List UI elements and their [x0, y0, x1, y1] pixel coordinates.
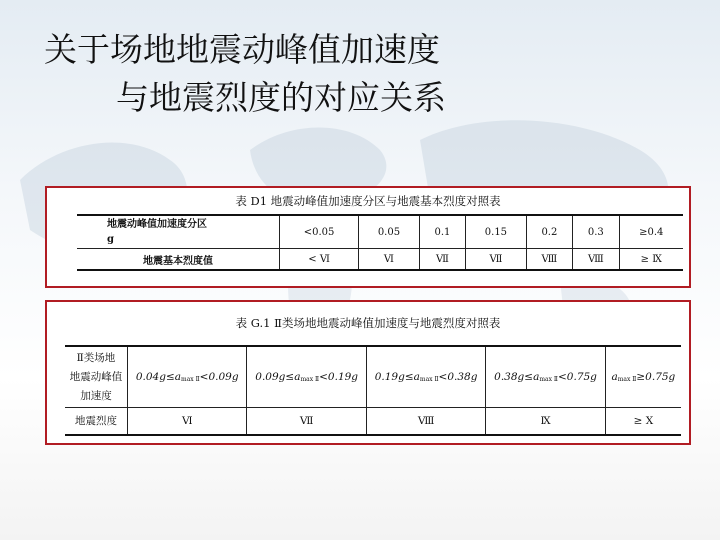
table-cell: ≥ Ⅸ [619, 249, 683, 271]
range-rel: < [319, 371, 328, 383]
header-line: 地震动峰值 [69, 370, 123, 383]
range-rel: < [438, 371, 448, 383]
table-cell: < Ⅵ [280, 249, 359, 271]
table-cell: 0.2 [526, 215, 572, 249]
table-cell [605, 346, 681, 408]
table-cell [128, 346, 247, 408]
table-cell [247, 346, 366, 408]
table-cell: 0.15 [466, 215, 527, 249]
table-cell: Ⅶ [247, 408, 366, 436]
table-d1-panel [45, 186, 691, 288]
table-row [77, 215, 683, 249]
table-cell-label: 地震动峰值加速度分区 [107, 219, 207, 230]
table-cell: Ⅶ [466, 249, 527, 271]
range-var: a [611, 371, 618, 383]
range-var: a [174, 371, 182, 383]
table-row [77, 249, 683, 271]
header-line: Ⅱ类场地 [76, 351, 116, 364]
range-sub: max Ⅱ [181, 376, 200, 383]
table-g1-header-acceleration [65, 346, 128, 408]
range-sub: max Ⅱ [617, 376, 637, 383]
table-cell: ≥0.4 [619, 215, 683, 249]
table-cell: 0.05 [359, 215, 420, 249]
table-cell: Ⅵ [128, 408, 247, 436]
table-cell: <0.05 [280, 215, 359, 249]
table-cell: ≥ Ⅹ [605, 408, 681, 436]
range-rel: < [199, 371, 209, 383]
table-g1-panel [45, 300, 691, 445]
range-var: a [533, 371, 540, 383]
slide-title-line2: 与地震烈度的对应关系 [116, 78, 446, 117]
range-high: 0.75g [566, 371, 597, 383]
table-d1-header-acceleration [77, 215, 280, 249]
slide-title-line1: 关于场地地震动峰值加速度 [44, 30, 440, 69]
table-d1 [77, 214, 683, 271]
table-cell [486, 346, 605, 408]
range-high: 0.09g [208, 371, 239, 383]
table-cell [366, 346, 485, 408]
table-cell: Ⅷ [366, 408, 485, 436]
table-cell: Ⅵ [359, 249, 420, 271]
table-cell: Ⅶ [419, 249, 465, 271]
range-symbol: ≤ [285, 371, 295, 383]
range-sub: max Ⅱ [539, 376, 558, 383]
table-d1-caption: 表 D1 地震动峰值加速度分区与地震基本烈度对照表 [235, 194, 501, 208]
range-high: 0.19g [327, 371, 359, 383]
range-low: 0.38g [494, 371, 525, 383]
range-rel: < [557, 371, 567, 383]
table-cell: Ⅷ [526, 249, 572, 271]
table-d1-header-intensity: 地震基本烈度值 [77, 249, 280, 271]
table-cell: Ⅸ [486, 408, 605, 436]
range-symbol: ≤ [524, 371, 534, 383]
range-symbol: ≤ [165, 371, 175, 383]
range-high: 0.75g [645, 371, 676, 383]
range-sub: max Ⅱ [300, 376, 320, 383]
table-cell-unit: g [107, 234, 114, 245]
range-low: 0.04g [135, 371, 166, 383]
table-cell: 0.3 [573, 215, 619, 249]
range-var: a [294, 371, 301, 383]
range-symbol: ≤ [404, 371, 414, 383]
range-low: 0.09g [255, 371, 286, 383]
table-g1 [65, 345, 681, 436]
range-low: 0.19g [374, 371, 405, 383]
table-cell: Ⅷ [573, 249, 619, 271]
slide-title [44, 26, 446, 122]
range-var: a [413, 371, 420, 383]
range-rel: ≥ [636, 371, 646, 383]
range-sub: max Ⅱ [419, 376, 439, 383]
range-high: 0.38g [447, 371, 478, 383]
table-row [65, 346, 681, 408]
table-row [65, 408, 681, 436]
table-g1-header-intensity: 地震烈度 [65, 408, 128, 436]
table-cell: 0.1 [419, 215, 465, 249]
header-line: 加速度 [80, 389, 112, 402]
table-g1-caption: 表 G.1 Ⅱ类场地地震动峰值加速度与地震烈度对照表 [235, 316, 501, 330]
